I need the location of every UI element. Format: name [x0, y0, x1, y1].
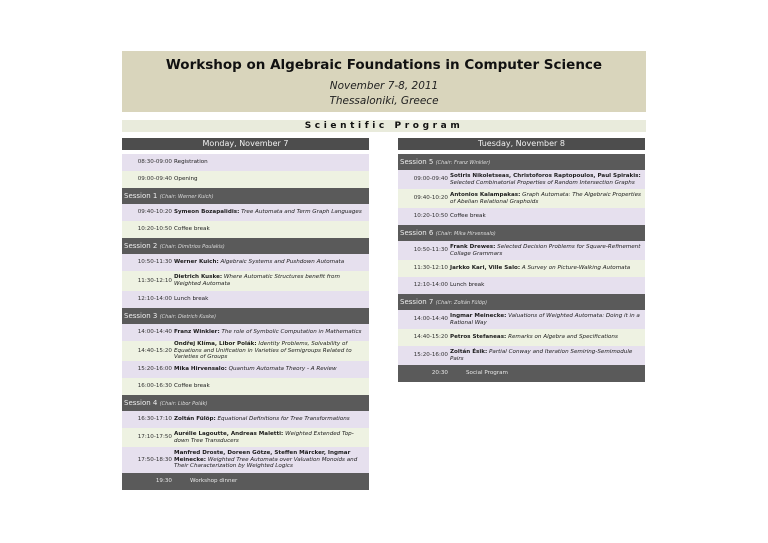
monday-schedule — [122, 154, 369, 490]
schedule-time: 09:40-10:20 — [137, 209, 172, 216]
event-label: Lunch break — [174, 296, 209, 303]
schedule-row — [122, 221, 369, 238]
event-label: Coffee break — [450, 213, 486, 220]
schedule-time: 10:20-10:50 — [413, 213, 448, 220]
event-label: Lunch break — [450, 282, 485, 289]
session-chair: (Chair: Franz Winkler) — [435, 160, 491, 166]
talk-title: Where Automatic Structures benefit from Weighted Automata — [174, 274, 340, 287]
schedule-row — [122, 271, 369, 291]
schedule-text — [174, 209, 369, 216]
schedule-row — [398, 208, 645, 225]
tuesday-column — [398, 138, 645, 382]
tuesday-schedule — [398, 154, 645, 382]
schedule-text — [174, 274, 369, 288]
program-title: Scientific Program — [122, 120, 646, 132]
workshop-title: Workshop on Algebraic Foundations in Computer Science — [165, 57, 603, 73]
schedule-text — [174, 450, 369, 470]
schedule-row — [398, 329, 645, 346]
schedule-row — [398, 241, 645, 260]
session-label: Session 1 — [124, 192, 158, 200]
schedule-time: 15:20-16:00 — [413, 352, 448, 359]
schedule-time: 16:30-17:10 — [137, 416, 172, 423]
session-label: Session 7 — [400, 298, 434, 306]
schedule-time: 11:30-12:10 — [137, 277, 172, 284]
session-label: Session 4 — [124, 399, 158, 407]
talk-authors: Werner Kuich: — [174, 259, 219, 266]
schedule-time: 12:10-14:00 — [137, 296, 172, 303]
schedule-row — [122, 411, 369, 428]
session-chair: (Chair: Mika Hirvensalo) — [435, 231, 496, 237]
schedule-row — [122, 447, 369, 473]
session-label: Session 6 — [400, 229, 434, 237]
schedule-text — [174, 366, 369, 373]
schedule-text — [174, 226, 369, 233]
schedule-time: 08:30-09:00 — [137, 159, 172, 166]
talk-authors: Ingmar Meinecke: — [450, 312, 507, 319]
schedule-text — [174, 259, 369, 266]
schedule-row — [122, 341, 369, 361]
session-chair: (Chair: Libor Polák) — [159, 401, 208, 407]
schedule-time: 11:30-12:10 — [413, 265, 448, 272]
schedule-time: 10:50-11:30 — [137, 259, 172, 266]
schedule-text — [174, 416, 369, 423]
talk-authors: Aurélie Lagoutte, Andreas Maletti: — [174, 430, 284, 437]
talk-authors: Frank Drewes: — [450, 243, 496, 250]
event-label: Coffee break — [174, 226, 210, 233]
talk-authors: Ondřej Klíma, Libor Polák: — [174, 340, 257, 347]
talk-title: Valuations of Weighted Automata: Doing it in a Rational Way — [450, 312, 640, 326]
schedule-time: 17:50-18:30 — [137, 456, 172, 463]
schedule-row — [122, 254, 369, 271]
session-chair: (Chair: Dimitrios Poulakis) — [159, 244, 225, 250]
talk-title: The role of Symbolic Computation in Mathematics — [221, 329, 362, 336]
schedule-text — [174, 431, 369, 445]
talk-authors: Symeon Bozapalidis: — [174, 209, 240, 216]
session-label: Session 5 — [400, 158, 434, 166]
schedule-time: 17:10-17:50 — [137, 434, 172, 441]
workshop-place: Thessaloniki, Greece — [329, 95, 439, 107]
schedule-row — [122, 291, 369, 308]
schedule-time: 14:40-15:20 — [137, 347, 172, 354]
monday-column — [122, 138, 369, 490]
session-header — [122, 238, 369, 254]
session-header — [122, 308, 369, 324]
talk-title: Selected Combinatorial Properties of Random Intersection Graphs — [450, 179, 635, 186]
talk-authors: Mika Hirvensalo: — [174, 366, 227, 373]
talk-authors: Antonios Kalampakas: — [450, 191, 521, 198]
talk-authors: Zoltán Fülöp: — [174, 416, 216, 423]
event-label: Coffee break — [174, 383, 210, 390]
schedule-time: 10:20-10:50 — [137, 226, 172, 233]
schedule-text — [450, 213, 645, 220]
schedule-row — [398, 310, 645, 329]
session-header — [122, 395, 369, 411]
event-label: Opening — [174, 176, 198, 183]
schedule-text — [190, 478, 369, 485]
schedule-time: 15:20-16:00 — [137, 366, 172, 373]
schedule-text — [174, 329, 369, 336]
schedule-row — [122, 204, 369, 221]
talk-title: A Survey on Picture-Walking Automata — [521, 265, 631, 272]
talk-authors: Dietrich Kuske: — [174, 274, 223, 281]
session-label: Session 3 — [124, 312, 158, 320]
schedule-text — [174, 176, 369, 183]
schedule-text — [450, 192, 645, 206]
session-header — [398, 294, 645, 310]
schedule-text — [450, 334, 645, 341]
schedule-row — [122, 154, 369, 171]
talk-authors: Sotiris Nikoletseas, Christoforos Raptopoulos, Paul Spirakis: — [450, 172, 641, 179]
schedule-time: 09:40-10:20 — [413, 195, 448, 202]
session-header — [122, 188, 369, 204]
schedule-text — [174, 159, 369, 166]
talk-title: Identity Problems, Solvability of Equations and Unification in Varieties of Semigroups Related to Varieties of Groups — [174, 340, 352, 361]
talk-title: Partial Conway and Iteration Semiring-Semimodule Pairs — [450, 348, 633, 362]
schedule-time: 09:00-09:40 — [137, 176, 172, 183]
schedule-time: 12:10-14:00 — [413, 282, 448, 289]
session-chair: (Chair: Werner Kuich) — [159, 194, 214, 200]
schedule-time: 16:00-16:30 — [137, 383, 172, 390]
talk-authors: Manfred Droste, Doreen Götze, Steffen Märcker, Ingmar Meinecke: — [174, 449, 351, 463]
talk-title: Weighted Tree Automata over Valuation Monoids and Their Characterization by Weighted Logics — [174, 456, 358, 470]
schedule-time: 09:00-09:40 — [413, 176, 448, 183]
session-header — [398, 154, 645, 170]
talk-title: Remarks on Algebra and Specifications — [508, 334, 618, 341]
schedule-time: 19:30 — [155, 478, 172, 485]
talk-authors: Zoltán Ésik: — [450, 348, 488, 355]
schedule-text — [450, 313, 645, 327]
session-label: Session 2 — [124, 242, 158, 250]
schedule-text — [450, 173, 645, 187]
event-label: Social Program — [466, 370, 508, 377]
schedule-text — [174, 296, 369, 303]
talk-title: Graph Automata: The Algebraic Properties of Abelian Relational Graphoids — [450, 191, 641, 205]
workshop-date: November 7-8, 2011 — [329, 80, 439, 92]
schedule-row — [122, 171, 369, 188]
talk-authors: Petros Stefaneas: — [450, 334, 507, 341]
talk-title: Equational Definitions for Tree Transformations — [217, 416, 350, 423]
session-chair: (Chair: Dietrich Kuske) — [159, 314, 217, 320]
schedule-text — [450, 244, 645, 258]
schedule-time: 20:30 — [431, 370, 448, 377]
schedule-time: 14:00-14:40 — [137, 329, 172, 336]
schedule-text — [174, 383, 369, 390]
schedule-row — [122, 324, 369, 341]
schedule-text — [466, 370, 645, 377]
schedule-row — [398, 170, 645, 189]
session-chair: (Chair: Zoltán Fülöp) — [435, 300, 488, 306]
schedule-text — [450, 265, 645, 272]
schedule-row — [122, 378, 369, 395]
workshop-header — [122, 51, 646, 112]
talk-title: Selected Decision Problems for Square-Refinement Collage Grammars — [450, 243, 641, 257]
event-label: Registration — [174, 159, 208, 166]
talk-title: Tree Automata and Term Graph Languages — [241, 209, 362, 216]
session-header — [398, 225, 645, 241]
schedule-row — [398, 346, 645, 365]
schedule-time: 10:50-11:30 — [413, 247, 448, 254]
event-label: Workshop dinner — [190, 478, 238, 485]
schedule-row — [398, 189, 645, 208]
talk-title: Quantum Automata Theory - A Review — [228, 366, 337, 373]
schedule-time: 14:40-15:20 — [413, 334, 448, 341]
schedule-text — [450, 282, 645, 289]
schedule-row — [122, 361, 369, 378]
schedule-row — [122, 428, 369, 447]
schedule-row — [398, 260, 645, 277]
schedule-row — [398, 365, 645, 382]
schedule-text — [450, 349, 645, 363]
monday-day-header: Monday, November 7 — [122, 138, 369, 150]
talk-authors: Jarkko Kari, Ville Salo: — [450, 265, 521, 272]
schedule-text — [174, 341, 369, 361]
schedule-time: 14:00-14:40 — [413, 316, 448, 323]
talk-title: Weighted Extended Top-down Tree Transducers — [174, 430, 354, 444]
tuesday-day-header: Tuesday, November 8 — [398, 138, 645, 150]
talk-authors: Franz Winkler: — [174, 329, 220, 336]
schedule-row — [398, 277, 645, 294]
talk-title: Algebraic Systems and Pushdown Automata — [220, 259, 345, 266]
schedule-row — [122, 473, 369, 490]
